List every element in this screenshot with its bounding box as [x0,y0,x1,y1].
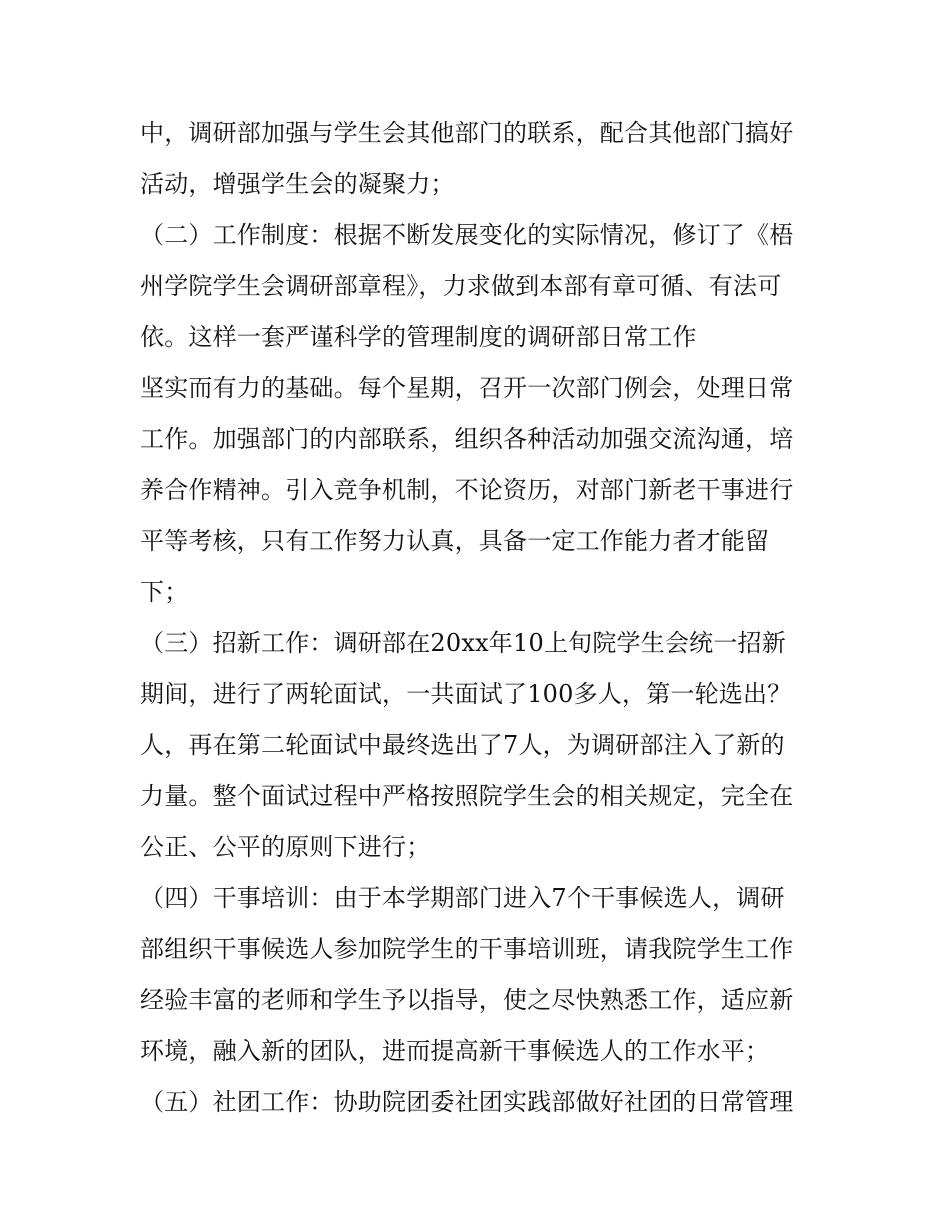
body-text [140,108,820,1128]
text-line: 坚实而有力的基础。每个星期，召开一次部门例会，处理日常 [140,374,794,402]
text-line: 力量。整个面试过程中严格按照院学生会的相关规定，完全在 [140,782,794,810]
text-line: （二）工作制度：根据不断发展变化的实际情况，修订了《梧 [140,221,794,249]
text-line: 活动，增强学生会的凝聚力； [140,170,455,198]
text-line: 部组织干事候选人参加院学生的干事培训班，请我院学生工作 [140,935,794,963]
text-line: 环境，融入新的团队，进而提高新干事候选人的工作水平； [140,1037,770,1065]
text-line: 中，调研部加强与学生会其他部门的联系，配合其他部门搞好 [140,119,794,147]
text-line: 经验丰富的老师和学生予以指导，使之尽快熟悉工作，适应新 [140,986,794,1014]
text-line: 工作。加强部门的内部联系，组织各种活动加强交流沟通，培 [140,425,794,453]
text-line: 州学院学生会调研部章程》，力求做到本部有章可循、有法可 [140,272,782,300]
text-line: 下； [140,578,189,606]
text-line: 平等考核，只有工作努力认真，具备一定工作能力者才能留 [140,527,770,555]
text-line: （三）招新工作：调研部在20xx年10上旬院学生会统一招新 [140,629,786,657]
text-line: 期间，进行了两轮面试，一共面试了100多人，第一轮选出？ [140,680,792,708]
text-line: 公正、公平的原则下进行； [140,833,431,861]
text-line: （四）干事培训：由于本学期部门进入7个干事候选人，调研 [140,884,785,912]
text-line: （五）社团工作：协助院团委社团实践部做好社团的日常管理 [140,1088,794,1116]
text-line: 养合作精神。引入竞争机制，不论资历，对部门新老干事进行 [140,476,794,504]
text-line: 人，再在第二轮面试中最终选出了7人，为调研部注入了新的 [140,731,785,759]
text-line: 依。这样一套严谨科学的管理制度的调研部日常工作 [140,323,697,351]
